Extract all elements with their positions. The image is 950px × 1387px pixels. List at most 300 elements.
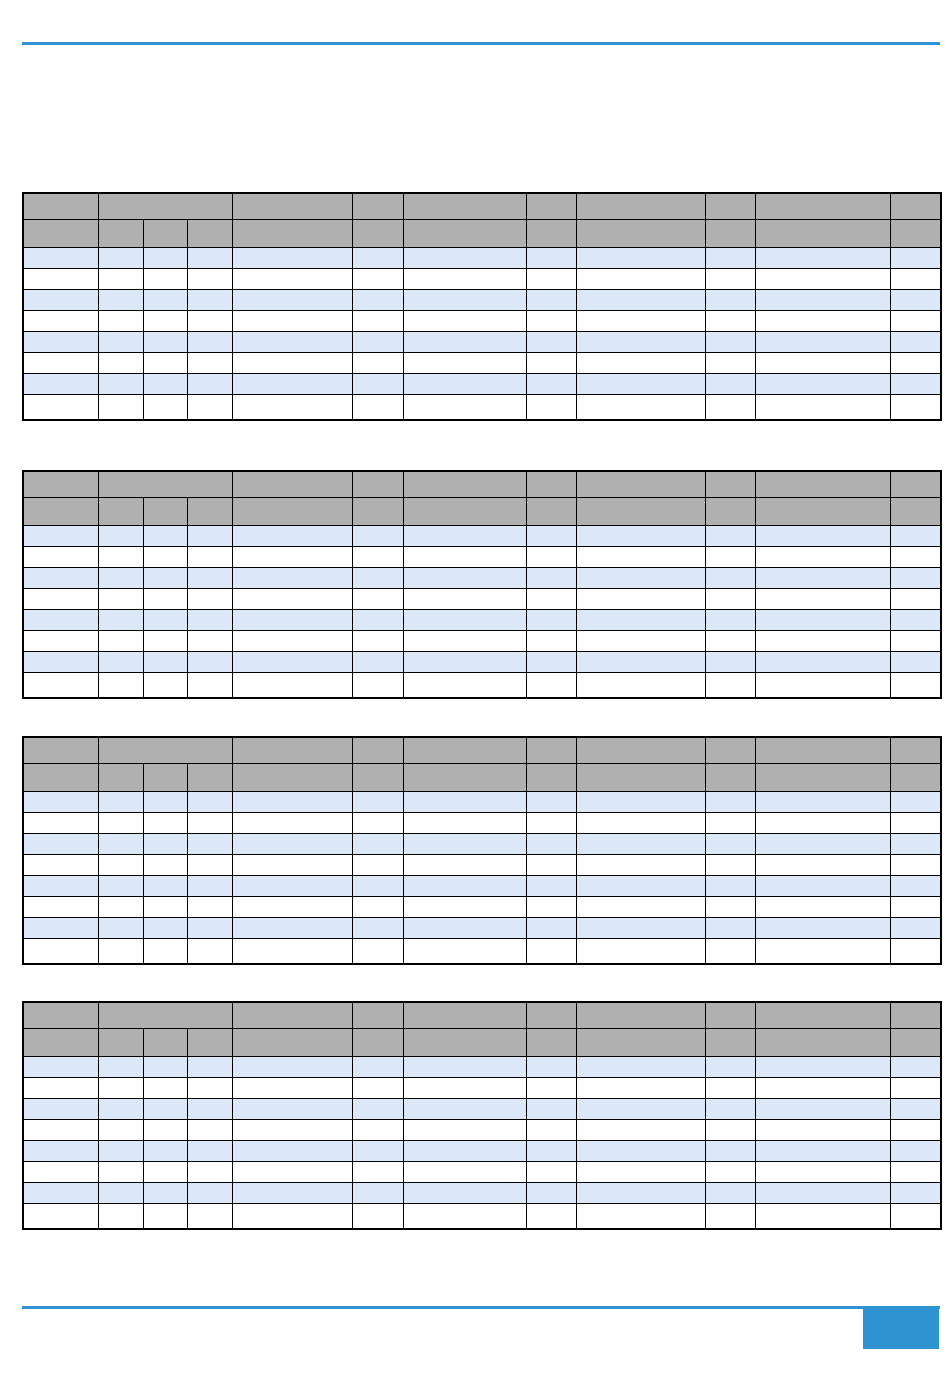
data-table [22,192,942,421]
table-cell [705,855,755,876]
table-row [23,939,941,965]
table-cell [143,855,187,876]
table-cell [526,897,576,918]
table-cell [232,855,352,876]
table-cell [143,1183,187,1204]
subheader-cell [232,1029,352,1057]
table-cell [526,792,576,813]
subheader-cell [705,220,755,248]
table-cell [526,834,576,855]
table-cell [352,855,403,876]
table-cell [23,1183,98,1204]
table-cell [403,1099,526,1120]
table-row [23,332,941,353]
subheader-cell [98,220,143,248]
table-cell [98,813,143,834]
table-cell [403,673,526,699]
table-cell [403,353,526,374]
table-cell [187,353,232,374]
table-cell [23,332,98,353]
table-cell [576,673,705,699]
table-cell [890,631,941,652]
table-cell [143,897,187,918]
table-subheader-row [23,1029,941,1057]
table-cell [98,374,143,395]
table-cell [576,568,705,589]
table-cell [143,939,187,965]
table-cell [23,918,98,939]
table-cell [705,526,755,547]
table-cell [187,876,232,897]
table-cell [352,918,403,939]
table-cell [755,353,890,374]
table-cell [890,897,941,918]
subheader-cell [755,220,890,248]
table-cell [187,1120,232,1141]
header-cell [705,471,755,498]
table-cell [187,1183,232,1204]
table-cell [403,547,526,568]
table-cell [576,813,705,834]
table-row [23,855,941,876]
table-cell [23,1057,98,1078]
table-cell [576,1057,705,1078]
table-cell [526,248,576,269]
table-cell [576,311,705,332]
table-cell [143,1078,187,1099]
table-cell [187,332,232,353]
subheader-cell [23,1029,98,1057]
table-cell [755,290,890,311]
table-cell [187,374,232,395]
header-cell [755,193,890,220]
table-cell [232,1120,352,1141]
table-cell [705,918,755,939]
table-cell [98,939,143,965]
header-cell [23,737,98,764]
table-cell [143,1204,187,1230]
table-cell [755,568,890,589]
table-cell [23,248,98,269]
table-cell [187,652,232,673]
table-cell [352,1057,403,1078]
table-cell [576,834,705,855]
table-row [23,395,941,421]
table-cell [890,876,941,897]
table-cell [143,353,187,374]
table-cell [403,792,526,813]
table-cell [23,395,98,421]
table-cell [352,673,403,699]
table-cell [526,876,576,897]
subheader-cell [576,1029,705,1057]
table-cell [232,290,352,311]
table-cell [705,1120,755,1141]
header-cell [403,193,526,220]
table-cell [143,374,187,395]
table-cell [187,311,232,332]
table-cell [23,290,98,311]
table-cell [98,673,143,699]
table-row [23,290,941,311]
table-cell [143,332,187,353]
table-cell [23,610,98,631]
table-cell [143,1120,187,1141]
table-cell [890,269,941,290]
table-cell [232,834,352,855]
header-rule [22,42,940,45]
table-cell [403,311,526,332]
table-cell [352,813,403,834]
table-row [23,526,941,547]
table-cell [576,248,705,269]
table-cell [403,290,526,311]
subheader-cell [98,764,143,792]
table-cell [187,1141,232,1162]
table-cell [352,792,403,813]
table-row [23,374,941,395]
table-header-row [23,193,941,220]
table-cell [98,652,143,673]
table-cell [576,631,705,652]
table-cell [187,1162,232,1183]
table-cell [403,374,526,395]
table-cell [705,1099,755,1120]
table-cell [232,1099,352,1120]
table-cell [576,1120,705,1141]
table-cell [890,1141,941,1162]
table-cell [705,834,755,855]
table-cell [705,1183,755,1204]
table-cell [232,269,352,290]
table-cell [143,918,187,939]
table-row [23,1183,941,1204]
table-cell [23,1204,98,1230]
table-cell [232,876,352,897]
table-cell [403,876,526,897]
subheader-cell [98,498,143,526]
table-cell [232,918,352,939]
table-cell [755,610,890,631]
table-cell [890,374,941,395]
table-cell [705,1078,755,1099]
header-cell [576,471,705,498]
table-cell [526,610,576,631]
table-cell [187,1204,232,1230]
table-cell [352,589,403,610]
table-cell [755,374,890,395]
table-row [23,1204,941,1230]
table-cell [98,1183,143,1204]
table-cell [98,918,143,939]
table-cell [143,526,187,547]
table-cell [526,813,576,834]
table-cell [352,1078,403,1099]
table-cell [526,673,576,699]
table-cell [890,1204,941,1230]
header-cell [890,471,941,498]
header-cell [890,737,941,764]
table-cell [755,897,890,918]
header-cell [576,737,705,764]
table-cell [23,876,98,897]
header-cell [576,1002,705,1029]
table-cell [576,1204,705,1230]
table-cell [187,248,232,269]
table-cell [23,652,98,673]
table-cell [705,568,755,589]
table-cell [232,792,352,813]
table-cell [890,311,941,332]
footer-rule [22,1306,940,1309]
table-cell [232,1183,352,1204]
table-row [23,547,941,568]
table-subheader-row [23,498,941,526]
table-row [23,568,941,589]
table-cell [98,834,143,855]
table-cell [890,610,941,631]
table-cell [705,332,755,353]
header-cell [352,1002,403,1029]
table-cell [705,269,755,290]
header-cell [23,471,98,498]
table-row [23,1078,941,1099]
table-cell [755,792,890,813]
table-cell [755,813,890,834]
table-cell [576,652,705,673]
table-cell [143,589,187,610]
table-cell [23,311,98,332]
table-cell [232,652,352,673]
table-cell [143,311,187,332]
table-cell [890,332,941,353]
table-cell [576,589,705,610]
table-row [23,311,941,332]
table-cell [352,353,403,374]
table-cell [705,290,755,311]
header-cell [98,471,232,498]
subheader-cell [526,1029,576,1057]
table-cell [526,589,576,610]
table-cell [232,939,352,965]
table-cell [576,290,705,311]
table-cell [187,673,232,699]
table-cell [890,813,941,834]
table-cell [755,332,890,353]
table-cell [98,290,143,311]
subheader-cell [352,220,403,248]
table-row [23,897,941,918]
header-cell [352,193,403,220]
table-row [23,1162,941,1183]
table-cell [890,1078,941,1099]
table-cell [526,395,576,421]
subheader-cell [143,764,187,792]
table-cell [143,631,187,652]
header-cell [755,471,890,498]
table-cell [576,1183,705,1204]
table-cell [526,568,576,589]
subheader-cell [352,498,403,526]
table-cell [705,673,755,699]
table-cell [352,290,403,311]
table-cell [352,248,403,269]
table-cell [705,248,755,269]
table-cell [187,792,232,813]
table-cell [403,1057,526,1078]
header-cell [232,1002,352,1029]
table-cell [890,1120,941,1141]
table-cell [403,269,526,290]
table-cell [187,589,232,610]
table-row [23,876,941,897]
table-cell [526,631,576,652]
table-cell [526,1204,576,1230]
subheader-cell [352,1029,403,1057]
table-cell [403,589,526,610]
table-cell [890,939,941,965]
table-row [23,353,941,374]
table-cell [143,610,187,631]
table-cell [98,248,143,269]
table-row [23,1120,941,1141]
table-cell [187,526,232,547]
table-cell [232,248,352,269]
table-cell [576,918,705,939]
table-cell [755,673,890,699]
table-cell [143,876,187,897]
subheader-cell [403,1029,526,1057]
table-cell [755,876,890,897]
table-cell [705,1141,755,1162]
table-cell [98,897,143,918]
subheader-cell [143,220,187,248]
subheader-cell [705,498,755,526]
header-cell [403,471,526,498]
table-cell [403,610,526,631]
table-cell [705,610,755,631]
table-cell [232,1078,352,1099]
table-cell [143,813,187,834]
table-cell [143,290,187,311]
table-cell [23,897,98,918]
table-cell [526,290,576,311]
table-cell [352,568,403,589]
table-cell [232,374,352,395]
table-cell [403,939,526,965]
table-cell [23,1141,98,1162]
table-cell [403,568,526,589]
header-cell [403,737,526,764]
table-cell [187,834,232,855]
table-cell [755,939,890,965]
table-cell [23,855,98,876]
table-cell [403,855,526,876]
table-row [23,269,941,290]
table-cell [98,1141,143,1162]
table-cell [143,547,187,568]
table-cell [526,855,576,876]
table-cell [232,526,352,547]
table-cell [526,332,576,353]
table-cell [187,813,232,834]
table-cell [526,1183,576,1204]
table-cell [526,652,576,673]
header-cell [705,193,755,220]
table-cell [98,332,143,353]
subheader-cell [890,498,941,526]
table-cell [187,395,232,421]
table-row [23,918,941,939]
table-cell [98,631,143,652]
subheader-cell [576,498,705,526]
subheader-cell [576,764,705,792]
table-cell [232,673,352,699]
subheader-cell [187,1029,232,1057]
table-cell [352,1120,403,1141]
table-cell [890,1162,941,1183]
table-cell [232,311,352,332]
header-cell [755,1002,890,1029]
subheader-cell [23,220,98,248]
table-cell [23,939,98,965]
table-cell [526,1141,576,1162]
subheader-cell [232,764,352,792]
table-cell [352,1183,403,1204]
header-cell [23,1002,98,1029]
header-cell [23,193,98,220]
table-cell [526,1162,576,1183]
table-cell [98,311,143,332]
table-cell [890,353,941,374]
table-row [23,1141,941,1162]
table-cell [403,834,526,855]
subheader-cell [755,764,890,792]
table-cell [403,813,526,834]
table-cell [98,526,143,547]
table-cell [98,395,143,421]
table-cell [576,1141,705,1162]
table-cell [187,1057,232,1078]
table-cell [705,1057,755,1078]
table-cell [890,1099,941,1120]
table-cell [890,834,941,855]
table-cell [187,897,232,918]
table-row [23,673,941,699]
table-cell [143,395,187,421]
table-cell [705,395,755,421]
table-cell [890,1057,941,1078]
table-cell [352,939,403,965]
table-cell [143,269,187,290]
table-cell [187,1099,232,1120]
table-cell [576,353,705,374]
data-table [22,1001,942,1230]
table-cell [755,1162,890,1183]
table-cell [755,547,890,568]
table-cell [23,1162,98,1183]
table-cell [526,918,576,939]
subheader-cell [23,764,98,792]
table-cell [352,1162,403,1183]
table-cell [403,395,526,421]
header-cell [705,1002,755,1029]
table-cell [98,1078,143,1099]
table-cell [143,248,187,269]
table-cell [755,1141,890,1162]
subheader-cell [143,1029,187,1057]
table-cell [526,1078,576,1099]
